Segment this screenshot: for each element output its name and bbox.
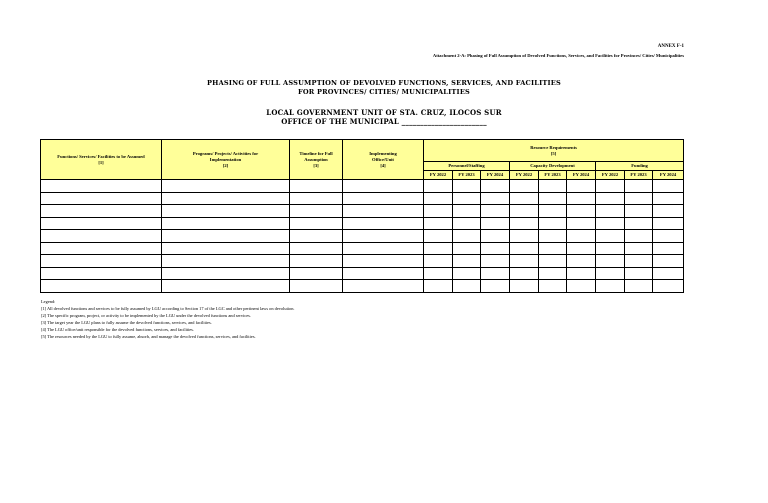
table-cell xyxy=(510,180,539,193)
year-cell: FY 2023 xyxy=(453,171,481,180)
table-cell xyxy=(453,255,481,268)
table-cell xyxy=(510,230,539,243)
lgu-name: LOCAL GOVERNMENT UNIT OF STA. CRUZ, ILOCOS SUR xyxy=(266,108,502,117)
table-cell xyxy=(567,205,596,218)
legend-heading: Legend: xyxy=(41,299,56,304)
table-cell xyxy=(41,217,162,230)
table-cell xyxy=(290,192,343,205)
table-cell xyxy=(453,230,481,243)
table-cell xyxy=(290,217,343,230)
table-cell xyxy=(481,217,510,230)
table-row xyxy=(41,255,684,268)
table-cell xyxy=(539,280,567,293)
header-resource-ref: [5] xyxy=(550,150,557,156)
table-cell xyxy=(567,267,596,280)
legend-item: [4] The LGU office/unit responsible for the devolved functions, services, and facilities. xyxy=(41,327,194,332)
table-cell xyxy=(290,267,343,280)
header-programs-label: Programs/ Projects/ Activities for Implementation xyxy=(192,150,259,162)
table-cell xyxy=(539,217,567,230)
header-office-label: Implementing Office/Unit xyxy=(369,150,397,162)
table-cell xyxy=(41,242,162,255)
table-cell xyxy=(424,180,453,193)
header-resource xyxy=(424,140,684,162)
table-cell xyxy=(424,192,453,205)
table-cell xyxy=(625,267,653,280)
legend xyxy=(41,298,295,340)
table-row xyxy=(41,230,684,243)
table-cell xyxy=(539,255,567,268)
header-programs-ref: [2] xyxy=(222,162,229,168)
table-cell xyxy=(653,242,684,255)
table-cell xyxy=(453,192,481,205)
table-cell xyxy=(343,205,424,218)
table-cell xyxy=(343,280,424,293)
table-row xyxy=(41,242,684,255)
lgu-heading xyxy=(0,108,768,126)
table-row xyxy=(41,267,684,280)
phasing-table xyxy=(40,139,684,293)
table-cell xyxy=(539,192,567,205)
title-line-2: FOR PROVINCES/ CITIES/ MUNICIPALITIES xyxy=(297,88,471,96)
table-cell xyxy=(41,230,162,243)
table-cell xyxy=(453,280,481,293)
year-cell: FY 2022 xyxy=(510,171,539,180)
table-cell xyxy=(481,230,510,243)
table-cell xyxy=(539,230,567,243)
table-cell xyxy=(162,267,290,280)
group-capacity: Capacity Development xyxy=(510,162,596,171)
table-row xyxy=(41,180,684,193)
header-timeline xyxy=(290,140,343,180)
attachment-title: Attachment 2-A: Phasing of Full Assumption of Devolved Functions, Services, and Facilities for Provinces/ Cities/ Municipalities xyxy=(432,53,684,58)
table-cell xyxy=(41,267,162,280)
table-cell xyxy=(290,255,343,268)
table-cell xyxy=(343,242,424,255)
header-resource-label: Resource Requirements xyxy=(530,144,577,150)
table-cell xyxy=(653,217,684,230)
table-cell xyxy=(596,205,625,218)
table-cell xyxy=(510,242,539,255)
table-cell xyxy=(343,230,424,243)
table-cell xyxy=(510,217,539,230)
table-cell xyxy=(162,242,290,255)
table-cell xyxy=(653,205,684,218)
table-cell xyxy=(625,242,653,255)
table-cell xyxy=(290,280,343,293)
table-cell xyxy=(567,217,596,230)
table-row xyxy=(41,217,684,230)
table-cell xyxy=(539,205,567,218)
table-cell xyxy=(41,192,162,205)
table-cell xyxy=(424,217,453,230)
table-cell xyxy=(596,192,625,205)
table-cell xyxy=(290,180,343,193)
table-cell xyxy=(290,230,343,243)
table-cell xyxy=(453,267,481,280)
table-cell xyxy=(453,242,481,255)
table-cell xyxy=(162,192,290,205)
table-cell xyxy=(162,280,290,293)
table-cell xyxy=(539,242,567,255)
table-cell xyxy=(162,217,290,230)
table-cell xyxy=(653,267,684,280)
header-timeline-label: Timeline for Full Assumption xyxy=(299,150,333,162)
year-cell: FY 2024 xyxy=(567,171,596,180)
table-cell xyxy=(510,205,539,218)
header-functions xyxy=(41,140,162,180)
table-cell xyxy=(481,205,510,218)
table-cell xyxy=(567,230,596,243)
title-line-1: PHASING OF FULL ASSUMPTION OF DEVOLVED FUNCTIONS, SERVICES, AND FACILITIES xyxy=(206,79,561,87)
table-cell xyxy=(453,205,481,218)
document-title xyxy=(0,79,768,97)
year-cell: FY 2024 xyxy=(481,171,510,180)
table-cell xyxy=(162,230,290,243)
table-cell xyxy=(539,180,567,193)
table-cell xyxy=(596,255,625,268)
table-cell xyxy=(596,267,625,280)
table-cell xyxy=(424,280,453,293)
table-cell xyxy=(653,280,684,293)
legend-item: [3] The target year the LGU plans to fully assume the devolved functions, services, and facilities. xyxy=(41,320,212,325)
header-office xyxy=(343,140,424,180)
table-cell xyxy=(596,280,625,293)
table-cell xyxy=(162,255,290,268)
table-cell xyxy=(481,255,510,268)
table-cell xyxy=(41,255,162,268)
table-cell xyxy=(453,217,481,230)
header-functions-label: Functions/ Services/ Facilities to be Assumed xyxy=(57,153,145,159)
table-cell xyxy=(481,280,510,293)
table-cell xyxy=(567,242,596,255)
table-cell xyxy=(424,230,453,243)
table-cell xyxy=(596,180,625,193)
table-cell xyxy=(510,255,539,268)
table-cell xyxy=(567,255,596,268)
table-cell xyxy=(343,192,424,205)
table-cell xyxy=(41,205,162,218)
table-cell xyxy=(481,242,510,255)
table-cell xyxy=(481,180,510,193)
table-cell xyxy=(424,242,453,255)
table-cell xyxy=(41,180,162,193)
table-row xyxy=(41,205,684,218)
table-cell xyxy=(625,230,653,243)
header-programs xyxy=(162,140,290,180)
header-timeline-ref: [3] xyxy=(313,162,319,168)
table-cell xyxy=(424,255,453,268)
table-cell xyxy=(162,180,290,193)
table-cell xyxy=(481,267,510,280)
year-cell: FY 2022 xyxy=(596,171,625,180)
office-line: OFFICE OF THE MUNICIPAL _______________________ xyxy=(281,117,487,126)
table-cell xyxy=(162,205,290,218)
year-cell: FY 2022 xyxy=(424,171,453,180)
header-office-ref: [4] xyxy=(380,162,386,168)
legend-item: [2] The specific program, project, or activity to be implemented by the LGU under the devolved functions and services. xyxy=(41,313,251,318)
table-cell xyxy=(481,192,510,205)
table-cell xyxy=(653,180,684,193)
table-cell xyxy=(625,280,653,293)
group-personnel: Personnel/Staffing xyxy=(424,162,510,171)
year-cell: FY 2023 xyxy=(539,171,567,180)
table-cell xyxy=(596,242,625,255)
table-cell xyxy=(567,180,596,193)
table-cell xyxy=(596,230,625,243)
table-cell xyxy=(290,242,343,255)
legend-item: [5] The resources needed by the LGU to fully assume, absorb, and manage the devolved functions, services, and facilities. xyxy=(41,334,256,339)
table-cell xyxy=(453,180,481,193)
annex-label: ANNEX F-1 xyxy=(657,44,684,49)
header-functions-ref: [1] xyxy=(98,159,104,165)
table-cell xyxy=(625,180,653,193)
table-cell xyxy=(343,267,424,280)
table-cell xyxy=(653,230,684,243)
year-cell: FY 2023 xyxy=(625,171,653,180)
table-cell xyxy=(625,255,653,268)
year-cell: FY 2024 xyxy=(653,171,684,180)
table-cell xyxy=(596,217,625,230)
legend-item: [1] All devolved functions and services to be fully assumed by LGU according to Section 17 of the LGC and other pertinent laws on devolution. xyxy=(41,306,295,311)
group-funding: Funding xyxy=(596,162,684,171)
table-cell xyxy=(539,267,567,280)
table-cell xyxy=(653,255,684,268)
table-cell xyxy=(625,192,653,205)
table-row xyxy=(41,280,684,293)
table-body xyxy=(41,180,684,293)
table-cell xyxy=(41,280,162,293)
table-cell xyxy=(510,192,539,205)
table-cell xyxy=(343,217,424,230)
table-cell xyxy=(424,267,453,280)
table-cell xyxy=(424,205,453,218)
table-cell xyxy=(290,205,343,218)
table-cell xyxy=(510,267,539,280)
table-cell xyxy=(653,192,684,205)
table-row xyxy=(41,192,684,205)
table-cell xyxy=(625,205,653,218)
table-cell xyxy=(343,180,424,193)
table-cell xyxy=(625,217,653,230)
table-cell xyxy=(567,192,596,205)
table-cell xyxy=(567,280,596,293)
table-cell xyxy=(343,255,424,268)
table-cell xyxy=(510,280,539,293)
